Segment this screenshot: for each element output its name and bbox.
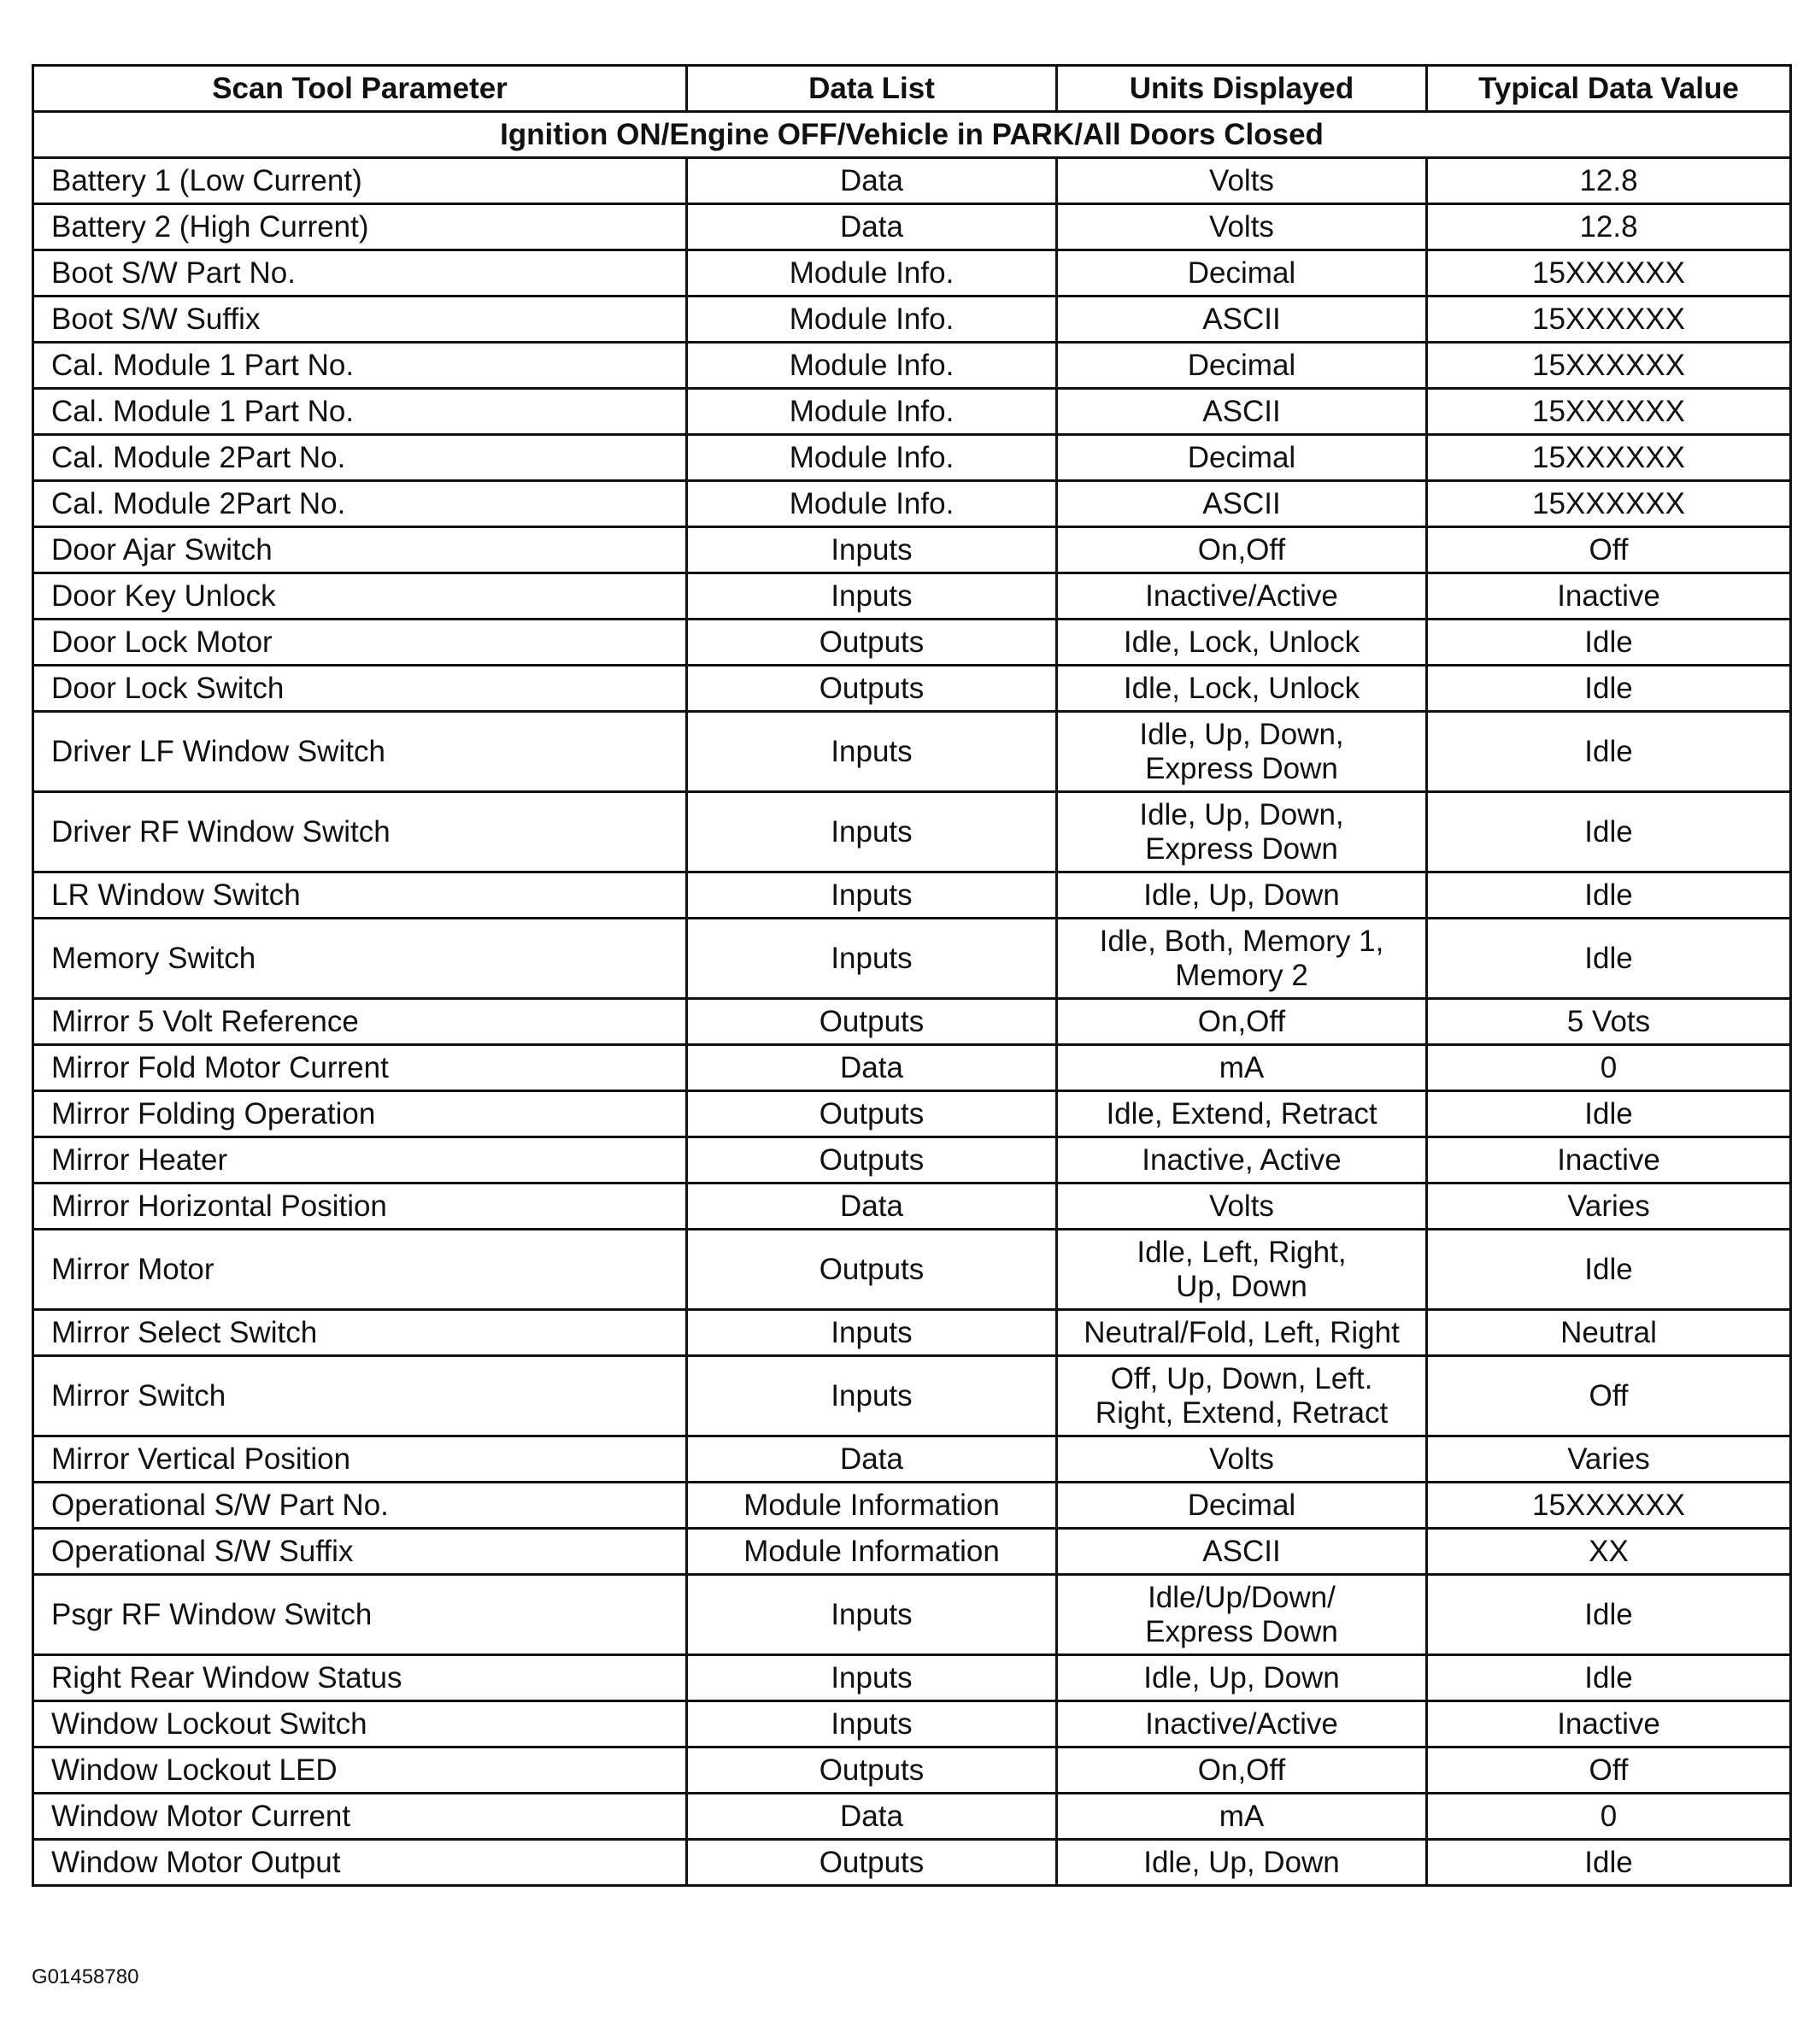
parameter-cell: Operational S/W Suffix (33, 1529, 687, 1575)
data-list-cell: Data (687, 158, 1057, 204)
table-row (33, 204, 1791, 250)
parameter-cell: Mirror Folding Operation (33, 1091, 687, 1137)
units-cell: ASCII (1057, 1529, 1427, 1575)
table-row (33, 1747, 1791, 1794)
data-list-cell: Data (687, 204, 1057, 250)
data-list-cell: Inputs (687, 712, 1057, 792)
table-row (33, 1045, 1791, 1091)
units-cell: Idle, Lock, Unlock (1057, 620, 1427, 666)
data-list-cell: Inputs (687, 1310, 1057, 1356)
typical-value-cell: 15XXXXXX (1427, 481, 1791, 527)
typical-value-cell: Neutral (1427, 1310, 1791, 1356)
table-row (33, 1310, 1791, 1356)
parameter-cell: Mirror Fold Motor Current (33, 1045, 687, 1091)
units-cell: Inactive, Active (1057, 1137, 1427, 1184)
parameter-cell: Boot S/W Part No. (33, 250, 687, 297)
parameter-cell: Door Lock Switch (33, 666, 687, 712)
table-row (33, 297, 1791, 343)
table-row (33, 792, 1791, 872)
table-row (33, 1655, 1791, 1701)
parameter-cell: Mirror Select Switch (33, 1310, 687, 1356)
table-row (33, 1356, 1791, 1436)
units-cell: Idle, Lock, Unlock (1057, 666, 1427, 712)
data-list-cell: Outputs (687, 1840, 1057, 1886)
data-list-cell: Data (687, 1045, 1057, 1091)
table-row (33, 1529, 1791, 1575)
table-row (33, 620, 1791, 666)
parameter-cell: Operational S/W Part No. (33, 1483, 687, 1529)
section-conditions: Ignition ON/Engine OFF/Vehicle in PARK/All Doors Closed (33, 112, 1791, 158)
parameter-cell: Cal. Module 1 Part No. (33, 389, 687, 435)
units-cell: ASCII (1057, 297, 1427, 343)
table-row (33, 481, 1791, 527)
typical-value-cell: 15XXXXXX (1427, 1483, 1791, 1529)
data-list-cell: Outputs (687, 1230, 1057, 1310)
parameter-cell: Mirror Heater (33, 1137, 687, 1184)
parameter-cell: Mirror Switch (33, 1356, 687, 1436)
table-row (33, 999, 1791, 1045)
header-units-displayed: Units Displayed (1057, 66, 1427, 112)
units-cell: Volts (1057, 158, 1427, 204)
parameter-cell: Window Lockout Switch (33, 1701, 687, 1747)
table-row (33, 1575, 1791, 1655)
parameter-cell: Door Ajar Switch (33, 527, 687, 573)
table-row (33, 435, 1791, 481)
typical-value-cell: Idle (1427, 1655, 1791, 1701)
data-list-cell: Inputs (687, 1655, 1057, 1701)
data-list-cell: Module Info. (687, 481, 1057, 527)
units-cell: mA (1057, 1794, 1427, 1840)
units-cell: Decimal (1057, 250, 1427, 297)
typical-value-cell: 12.8 (1427, 158, 1791, 204)
table-row (33, 250, 1791, 297)
typical-value-cell: Inactive (1427, 573, 1791, 620)
typical-value-cell: Inactive (1427, 1137, 1791, 1184)
table-row (33, 158, 1791, 204)
parameter-cell: Cal. Module 1 Part No. (33, 343, 687, 389)
parameter-cell: Driver RF Window Switch (33, 792, 687, 872)
parameter-cell: Right Rear Window Status (33, 1655, 687, 1701)
header-data-list: Data List (687, 66, 1057, 112)
typical-value-cell: 5 Vots (1427, 999, 1791, 1045)
table-row (33, 666, 1791, 712)
typical-value-cell: Idle (1427, 919, 1791, 999)
parameter-cell: Mirror Vertical Position (33, 1436, 687, 1483)
data-list-cell: Module Info. (687, 343, 1057, 389)
typical-value-cell: Varies (1427, 1436, 1791, 1483)
typical-value-cell: Off (1427, 1356, 1791, 1436)
data-list-cell: Inputs (687, 1575, 1057, 1655)
typical-value-cell: 15XXXXXX (1427, 389, 1791, 435)
parameter-cell: Driver LF Window Switch (33, 712, 687, 792)
data-list-cell: Inputs (687, 872, 1057, 919)
units-cell: Volts (1057, 1436, 1427, 1483)
parameter-cell: Window Lockout LED (33, 1747, 687, 1794)
typical-value-cell: Varies (1427, 1184, 1791, 1230)
units-cell: Decimal (1057, 343, 1427, 389)
parameter-cell: Boot S/W Suffix (33, 297, 687, 343)
table-row (33, 573, 1791, 620)
data-list-cell: Inputs (687, 919, 1057, 999)
header-typical-data-value: Typical Data Value (1427, 66, 1791, 112)
units-cell: Neutral/Fold, Left, Right (1057, 1310, 1427, 1356)
header-scan-tool-parameter: Scan Tool Parameter (33, 66, 687, 112)
data-list-cell: Data (687, 1436, 1057, 1483)
units-cell: Idle, Up, Down, Express Down (1057, 792, 1427, 872)
parameter-cell: Window Motor Current (33, 1794, 687, 1840)
units-cell: ASCII (1057, 481, 1427, 527)
parameter-cell: Memory Switch (33, 919, 687, 999)
typical-value-cell: Idle (1427, 792, 1791, 872)
typical-value-cell: Idle (1427, 1230, 1791, 1310)
data-list-cell: Module Information (687, 1483, 1057, 1529)
table-row (33, 1701, 1791, 1747)
typical-value-cell: Idle (1427, 712, 1791, 792)
typical-value-cell: Idle (1427, 1840, 1791, 1886)
parameter-cell: LR Window Switch (33, 872, 687, 919)
table-row (33, 919, 1791, 999)
parameter-cell: Window Motor Output (33, 1840, 687, 1886)
data-list-cell: Module Info. (687, 389, 1057, 435)
units-cell: On,Off (1057, 527, 1427, 573)
scan-tool-data-table (32, 64, 1792, 1887)
data-list-cell: Inputs (687, 792, 1057, 872)
data-list-cell: Module Info. (687, 435, 1057, 481)
parameter-cell: Battery 1 (Low Current) (33, 158, 687, 204)
typical-value-cell: Off (1427, 527, 1791, 573)
units-cell: Inactive/Active (1057, 1701, 1427, 1747)
units-cell: mA (1057, 1045, 1427, 1091)
typical-value-cell: 15XXXXXX (1427, 435, 1791, 481)
parameter-cell: Battery 2 (High Current) (33, 204, 687, 250)
table-row (33, 343, 1791, 389)
parameter-cell: Cal. Module 2Part No. (33, 481, 687, 527)
parameter-cell: Cal. Module 2Part No. (33, 435, 687, 481)
typical-value-cell: 15XXXXXX (1427, 250, 1791, 297)
parameter-cell: Mirror Motor (33, 1230, 687, 1310)
table-row (33, 527, 1791, 573)
table-row (33, 1091, 1791, 1137)
table-row (33, 1794, 1791, 1840)
table-row (33, 1436, 1791, 1483)
data-list-cell: Module Info. (687, 250, 1057, 297)
typical-value-cell: Idle (1427, 872, 1791, 919)
units-cell: Idle/Up/Down/ Express Down (1057, 1575, 1427, 1655)
units-cell: Idle, Up, Down (1057, 872, 1427, 919)
units-cell: On,Off (1057, 999, 1427, 1045)
units-cell: On,Off (1057, 1747, 1427, 1794)
parameter-cell: Psgr RF Window Switch (33, 1575, 687, 1655)
table-row (33, 1840, 1791, 1886)
data-list-cell: Inputs (687, 1356, 1057, 1436)
parameter-cell: Mirror 5 Volt Reference (33, 999, 687, 1045)
typical-value-cell: Idle (1427, 666, 1791, 712)
data-list-cell: Outputs (687, 666, 1057, 712)
units-cell: Decimal (1057, 1483, 1427, 1529)
units-cell: Volts (1057, 204, 1427, 250)
units-cell: Decimal (1057, 435, 1427, 481)
table-row (33, 1137, 1791, 1184)
typical-value-cell: Off (1427, 1747, 1791, 1794)
data-list-cell: Data (687, 1794, 1057, 1840)
data-list-cell: Outputs (687, 1747, 1057, 1794)
typical-value-cell: Inactive (1427, 1701, 1791, 1747)
typical-value-cell: 0 (1427, 1045, 1791, 1091)
table-row (33, 389, 1791, 435)
figure-id: G01458780 (32, 1965, 139, 1988)
parameter-cell: Door Key Unlock (33, 573, 687, 620)
data-list-cell: Module Information (687, 1529, 1057, 1575)
data-list-cell: Inputs (687, 527, 1057, 573)
table-row (33, 1184, 1791, 1230)
typical-value-cell: XX (1427, 1529, 1791, 1575)
data-list-cell: Outputs (687, 620, 1057, 666)
typical-value-cell: Idle (1427, 620, 1791, 666)
table-row (33, 1483, 1791, 1529)
typical-value-cell: Idle (1427, 1575, 1791, 1655)
typical-value-cell: 0 (1427, 1794, 1791, 1840)
header-row (33, 66, 1791, 112)
units-cell: Volts (1057, 1184, 1427, 1230)
data-list-cell: Data (687, 1184, 1057, 1230)
typical-value-cell: 15XXXXXX (1427, 343, 1791, 389)
table-row (33, 712, 1791, 792)
data-list-cell: Outputs (687, 1137, 1057, 1184)
units-cell: Idle, Up, Down, Express Down (1057, 712, 1427, 792)
units-cell: Idle, Up, Down (1057, 1840, 1427, 1886)
units-cell: Idle, Left, Right, Up, Down (1057, 1230, 1427, 1310)
table-row (33, 872, 1791, 919)
units-cell: Inactive/Active (1057, 573, 1427, 620)
units-cell: Off, Up, Down, Left. Right, Extend, Retract (1057, 1356, 1427, 1436)
data-list-cell: Outputs (687, 1091, 1057, 1137)
data-list-cell: Module Info. (687, 297, 1057, 343)
section-row (33, 112, 1791, 158)
data-list-cell: Inputs (687, 1701, 1057, 1747)
typical-value-cell: 12.8 (1427, 204, 1791, 250)
units-cell: Idle, Both, Memory 1, Memory 2 (1057, 919, 1427, 999)
typical-value-cell: Idle (1427, 1091, 1791, 1137)
units-cell: Idle, Up, Down (1057, 1655, 1427, 1701)
typical-value-cell: 15XXXXXX (1427, 297, 1791, 343)
parameter-cell: Mirror Horizontal Position (33, 1184, 687, 1230)
data-list-cell: Outputs (687, 999, 1057, 1045)
units-cell: Idle, Extend, Retract (1057, 1091, 1427, 1137)
parameter-cell: Door Lock Motor (33, 620, 687, 666)
data-list-cell: Inputs (687, 573, 1057, 620)
units-cell: ASCII (1057, 389, 1427, 435)
table-row (33, 1230, 1791, 1310)
